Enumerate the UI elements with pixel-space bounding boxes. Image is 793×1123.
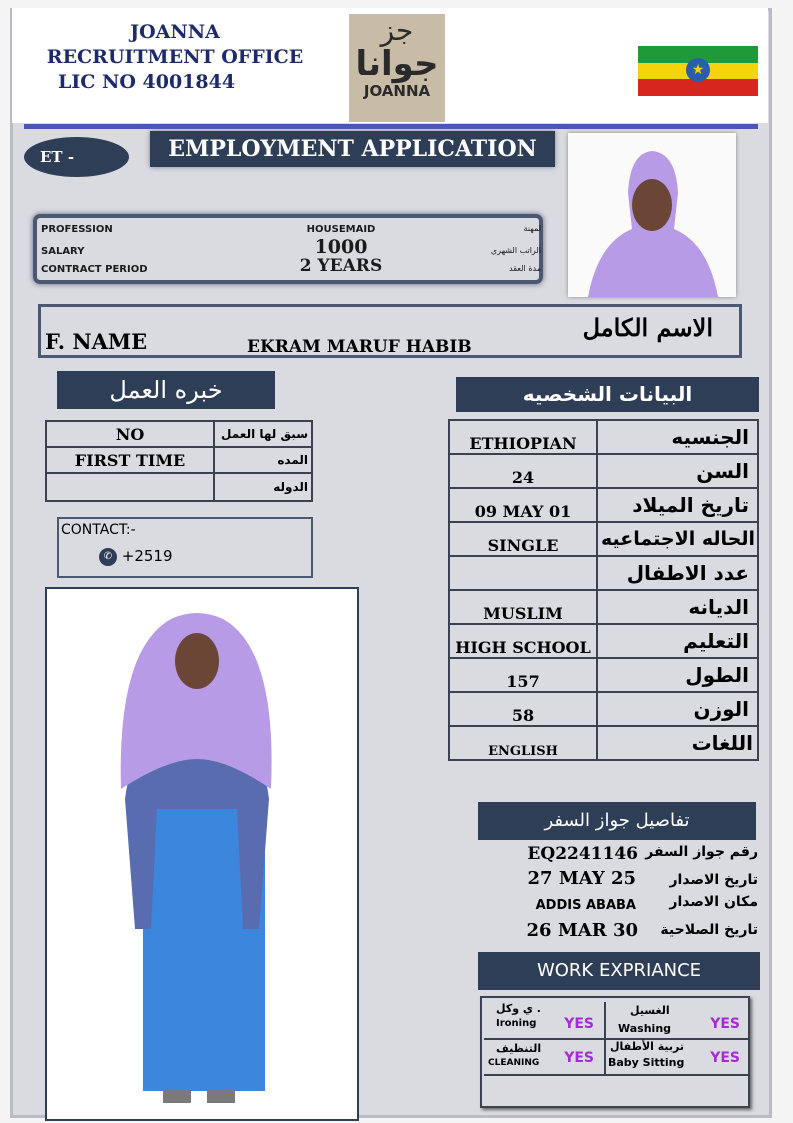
birth-date-label-ar: تاريخ الميلاد <box>597 488 758 522</box>
skill-label-ar: تربية الأطفال <box>610 1040 685 1053</box>
passport-header: تفاصيل جواز السفر <box>478 802 756 840</box>
office-line-1: JOANNA <box>130 21 220 43</box>
passport-issue-date-value: 27 MAY 25 <box>527 868 636 889</box>
profession-value: HOUSEMAID <box>306 224 376 235</box>
name-label-ar: الاسم الكامل <box>582 313 713 342</box>
skill-label-ar: ي وكل . <box>496 1002 541 1015</box>
skill-label: Ironing <box>496 1018 537 1029</box>
contact-box <box>57 517 313 578</box>
experience-header: خبره العمل <box>57 371 275 409</box>
religion-label-ar: الديانه <box>597 590 758 624</box>
work-skills-box <box>480 996 750 1108</box>
religion-value: MUSLIM <box>449 590 597 624</box>
experience-value: NO <box>46 421 214 447</box>
salary-label-ar: الراتب الشهري <box>490 246 541 255</box>
contact-phone-row <box>99 547 173 566</box>
skill-cleaning <box>484 1038 606 1076</box>
salary-label: SALARY <box>41 246 85 257</box>
education-value: HIGH SCHOOL <box>449 624 597 658</box>
portrait-photo <box>568 133 736 297</box>
page-title: EMPLOYMENT APPLICATION <box>150 131 555 167</box>
profession-label: PROFESSION <box>41 224 113 235</box>
skill-label-ar: الغسيل <box>630 1004 670 1017</box>
passport-issue-place-value: ADDIS ABABA <box>535 898 636 913</box>
personal-data-table <box>448 419 759 761</box>
skill-washing <box>606 1002 748 1040</box>
contact-label: CONTACT:- <box>61 522 136 538</box>
name-label: F. NAME <box>45 329 148 354</box>
marital-status-label-ar: الحاله الاجتماعيه <box>597 522 758 556</box>
office-license: LIC NO 4001844 <box>58 71 236 93</box>
contract-label: CONTRACT PERIOD <box>41 264 148 275</box>
phone-icon: ✆ <box>99 548 117 566</box>
height-label-ar: الطول <box>597 658 758 692</box>
contact-phone: +2519 <box>121 547 173 565</box>
work-experience-header: WORK EXPRIANCE <box>478 952 760 990</box>
age-value: 24 <box>449 454 597 488</box>
height-value: 157 <box>449 658 597 692</box>
header-divider <box>24 124 758 129</box>
contract-label-ar: مدة العقد <box>509 264 541 273</box>
passport-number-label-ar: رقم جواز السفر <box>645 844 758 860</box>
office-line-2: RECRUITMENT OFFICE <box>46 46 304 68</box>
skill-value: YES <box>710 1016 740 1032</box>
nationality-value: ETHIOPIAN <box>449 420 597 454</box>
salary-value: 1000 <box>314 236 368 258</box>
full-body-photo <box>45 587 359 1121</box>
passport-expiry-row <box>470 920 760 944</box>
skill-value: YES <box>564 1050 594 1066</box>
birth-date-value: 09 MAY 01 <box>449 488 597 522</box>
marital-status-value: SINGLE <box>449 522 597 556</box>
skill-baby-sitting <box>606 1038 748 1076</box>
office-name <box>20 20 330 95</box>
reference-badge: ET - <box>24 137 129 177</box>
passport-number-row <box>470 844 760 866</box>
personal-data-header: البيانات الشخصيه <box>456 377 759 412</box>
passport-issue-date-row <box>470 868 760 890</box>
passport-issue-place-label-ar: مكان الاصدار <box>669 894 758 910</box>
profession-label-ar: لمهنة <box>523 224 541 233</box>
passport-expiry-value: 26 MAR 30 <box>526 920 638 941</box>
logo-arabic-big: جوانا <box>355 44 439 84</box>
experience-value <box>46 473 214 501</box>
logo-arabic-small: جز <box>380 14 414 47</box>
experience-value: FIRST TIME <box>46 447 214 473</box>
skill-label: Baby Sitting <box>608 1056 685 1069</box>
nationality-label-ar: الجنسيه <box>597 420 758 454</box>
passport-expiry-label-ar: تاريخ الصلاحية <box>660 922 758 938</box>
skill-ironing <box>484 1002 606 1040</box>
weight-value: 58 <box>449 692 597 726</box>
experience-label-ar: الدوله <box>214 473 312 501</box>
children-label-ar: عدد الاطفال <box>597 556 758 590</box>
passport-number-value: EQ2241146 <box>527 844 638 864</box>
full-name-row <box>38 304 742 358</box>
experience-label-ar: المده <box>214 447 312 473</box>
skill-value: YES <box>710 1050 740 1066</box>
job-info-panel <box>33 214 543 284</box>
passport-issue-place-row <box>470 894 760 916</box>
experience-label-ar: سبق لها العمل <box>214 421 312 447</box>
name-value: EKRAM MARUF HABIB <box>247 337 472 357</box>
skill-label-ar: التنظيف <box>496 1042 542 1055</box>
languages-value: ENGLISH <box>449 726 597 760</box>
logo-english: JOANNA <box>363 82 431 100</box>
skill-value: YES <box>564 1016 594 1032</box>
education-label-ar: التعليم <box>597 624 758 658</box>
skill-label: Washing <box>618 1022 672 1035</box>
passport-issue-date-label-ar: تاريخ الاصدار <box>669 872 758 888</box>
experience-table <box>45 420 313 502</box>
joanna-logo <box>349 14 445 122</box>
languages-label-ar: اللغات <box>597 726 758 760</box>
children-value <box>449 556 597 590</box>
ethiopia-flag-icon: ★ <box>638 46 758 96</box>
weight-label-ar: الوزن <box>597 692 758 726</box>
skill-label: CLEANING <box>488 1058 540 1068</box>
age-label-ar: السن <box>597 454 758 488</box>
contract-value: 2 YEARS <box>299 256 383 276</box>
passport-details <box>470 844 760 944</box>
